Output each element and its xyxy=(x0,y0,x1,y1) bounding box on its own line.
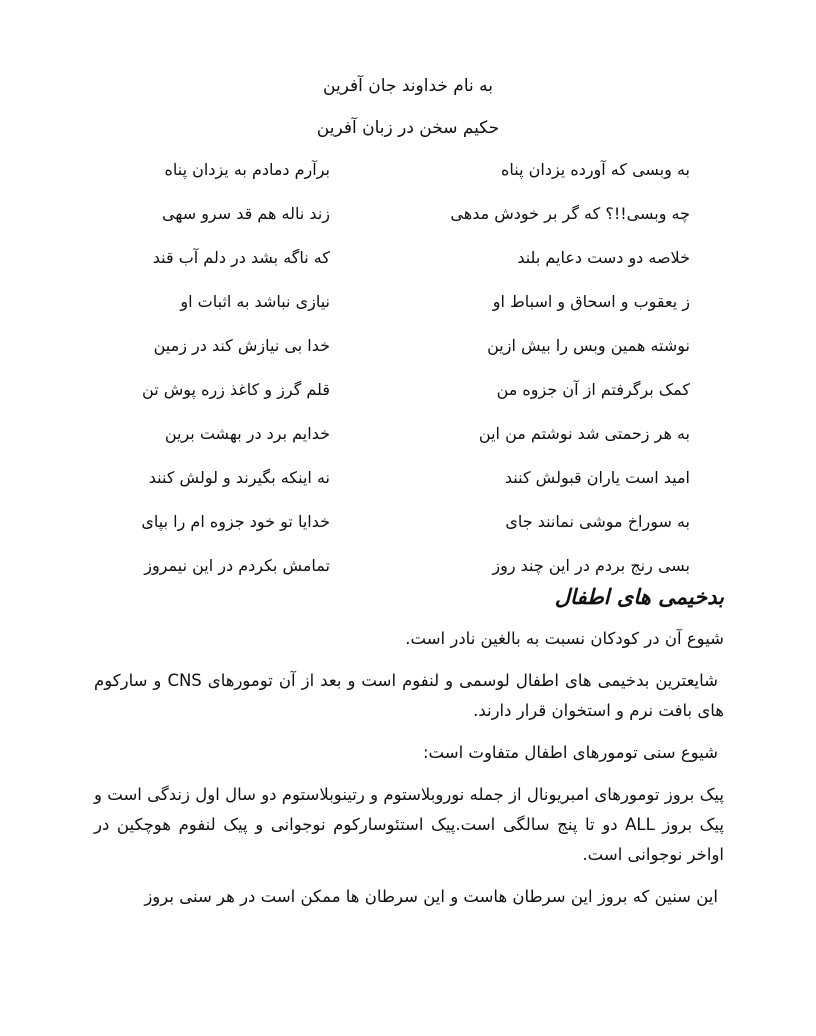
verse-first-hemistich: خلاصه دو دست دعایم بلند xyxy=(517,248,690,267)
poem-couplet xyxy=(100,202,700,246)
body-paragraph: این سنین که بروز این سرطان هاست و این سرطان ها ممکن است در هر سنی بروز xyxy=(144,887,718,906)
poem xyxy=(100,158,700,598)
body-paragraph: شایعترین بدخیمی های اطفال لوسمی و لنفوم است و بعد از آن تومورهای CNS و سارکوم های بافت نرم و استخوان قرار دارند. xyxy=(94,671,724,720)
poem-couplet xyxy=(100,158,700,202)
invocation-line-1: به نام خداوند جان آفرین xyxy=(323,76,493,96)
verse-first-hemistich: کمک برگرفتم از آن جزوه من xyxy=(496,380,690,399)
body-paragraph: شیوع آن در کودکان نسبت به بالغین نادر است. xyxy=(405,629,724,648)
verse-second-hemistich: نیازی نباشد به اثبات او xyxy=(180,292,330,311)
verse-second-hemistich: نه اینکه بگیرند و لولش کنند xyxy=(148,468,330,487)
verse-first-hemistich: امید است یاران قبولش کنند xyxy=(504,468,690,487)
section-body xyxy=(94,624,724,924)
poem-couplet xyxy=(100,378,700,422)
verse-first-hemistich: نوشته همین وبس را بیش ازین xyxy=(487,336,690,355)
verse-first-hemistich: به هر زحمتی شد نوشتم من این xyxy=(478,424,690,443)
poem-couplet xyxy=(100,246,700,290)
verse-first-hemistich: به وبسی که آورده یزدان پناه xyxy=(501,160,690,179)
body-paragraph: شیوع سنی تومورهای اطفال متفاوت است: xyxy=(423,743,718,762)
verse-second-hemistich: خدایا تو خود جزوه ام را بپای xyxy=(141,512,330,531)
verse-first-hemistich: چه وبسی!!؟ که گر بر خودش مدهی xyxy=(450,204,690,223)
verse-second-hemistich: قلم گرز و کاغذ زره پوش تن xyxy=(142,380,330,399)
poem-couplet xyxy=(100,422,700,466)
poem-couplet xyxy=(100,334,700,378)
verse-second-hemistich: تمامش بکردم در این نیمروز xyxy=(144,556,330,575)
invocation-line-2: حکیم سخن در زبان آفرین xyxy=(316,118,500,138)
verse-first-hemistich: ز یعقوب و اسحاق و اسباط او xyxy=(492,292,690,311)
body-paragraph: پیک بروز تومورهای امبریونال از جمله نوروبلاستوم و رتینوبلاستوم دو سال اول زندگی است و پیک بروز ALL دو تا پنج سالگی است.پیک استئوسارکوم نوجوانی و پیک لنفوم هوچکین در اواخر نوجوانی است. xyxy=(94,785,724,864)
verse-second-hemistich: خدایم برد در بهشت برین xyxy=(164,424,330,443)
poem-couplet xyxy=(100,290,700,334)
verse-second-hemistich: زند ناله هم قد سرو سهی xyxy=(162,204,330,223)
verse-second-hemistich: خدا بی نیازش کند در زمین xyxy=(153,336,330,355)
section-heading: بدخیمی های اطفال xyxy=(554,585,724,609)
verse-first-hemistich: بسی رنج بردم در این چند روز xyxy=(492,556,690,575)
verse-second-hemistich: برآرم دمادم به یزدان پناه xyxy=(164,160,330,179)
poem-couplet xyxy=(100,510,700,554)
poem-couplet xyxy=(100,466,700,510)
verse-second-hemistich: که ناگه بشد در دلم آب قند xyxy=(152,248,330,267)
verse-first-hemistich: به سوراخ موشی نمانند جای xyxy=(505,512,690,531)
